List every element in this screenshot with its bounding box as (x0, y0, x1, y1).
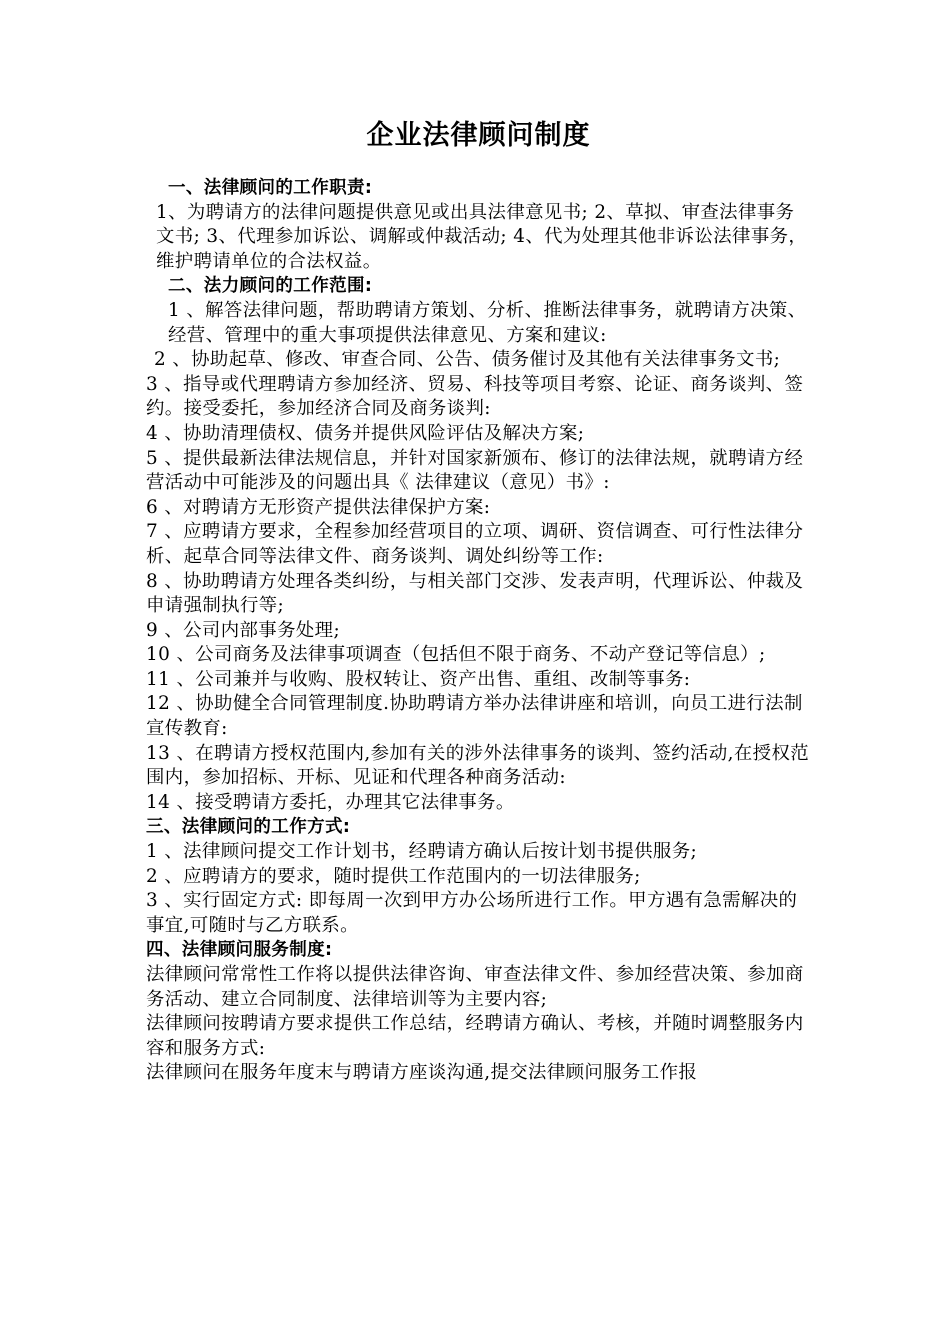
body-paragraph: 10 、公司商务及法律事项调查（包括但不限于商务、不动产登记等信息）; (146, 644, 766, 666)
section-heading: 三、法律顾问的工作方式: (146, 817, 351, 838)
body-paragraph: 2 、应聘请方的要求，随时提供工作范围内的一切法律服务; (146, 865, 641, 887)
body-paragraph: 5 、提供最新法律法规信息，并针对国家新颁布、修订的法律法规，就聘请方经营活动中可能涉及的问题出具《 法律建议（意见）书》: (146, 447, 804, 494)
body-paragraph: 9 、公司内部事务处理; (146, 619, 341, 641)
body-paragraph: 8 、协助聘请方处理各类纠纷，与相关部门交涉、发表声明，代理诉讼、仲裁及申请强制执行等; (146, 570, 804, 617)
body-paragraph: 3 、实行固定方式: 即每周一次到甲方办公场所进行工作。甲方遇有急需解决的事宜,可随时与乙方联系。 (146, 890, 798, 936)
section-heading: 二、法力顾问的工作范围: (168, 276, 373, 297)
body-paragraph: 1、为聘请方的法律问题提供意见或出具法律意见书; 2、草拟、审查法律事务文书; 3、代理参加诉讼、调解或仲裁活动; 4、代为处理其他非诉讼法律事务，维护聘请单位的合法权益。 (156, 201, 808, 272)
body-paragraph: 11 、公司兼并与收购、股权转让、资产出售、重组、改制等事务: (146, 668, 691, 690)
body-paragraph: 7 、应聘请方要求，全程参加经营项目的立项、调研、资信调查、可行性法律分析、起草合同等法律文件、商务谈判、调处纠纷等工作: (146, 521, 804, 567)
section-heading: 四、法律顾问服务制度: (146, 940, 333, 961)
section-heading: 一、法律顾问的工作职责: (168, 178, 373, 198)
body-paragraph: 6 、对聘请方无形资产提供法律保护方案: (146, 496, 491, 518)
document-title: 企业法律顾问制度 (366, 120, 591, 151)
body-paragraph: 4 、协助清理债权、债务并提供风险评估及解决方案; (146, 422, 585, 444)
body-paragraph: 14 、接受聘请方委托，办理其它法律事务。 (146, 791, 515, 813)
body-paragraph: 1 、法律顾问提交工作计划书，经聘请方确认后按计划书提供服务; (146, 841, 698, 863)
body-paragraph: 法律顾问常常性工作将以提供法律咨询、审查法律文件、参加经营决策、参加商务活动、建立合同制度、法律培训等为主要内容; (146, 964, 804, 1010)
body-paragraph: 3 、指导或代理聘请方参加经济、贸易、科技等项目考察、论证、商务谈判、签约。接受委托，参加经济合同及商务谈判: (146, 373, 804, 420)
body-paragraph: 法律顾问在服务年度末与聘请方座谈沟通,提交法律顾问服务工作报 (146, 1062, 698, 1084)
body-paragraph: 法律顾问按聘请方要求提供工作总结，经聘请方确认、考核，并随时调整服务内容和服务方式: (146, 1013, 804, 1059)
body-paragraph: 2 、协助起草、修改、审查合同、公告、债务催讨及其他有关法律事务文书; (154, 349, 781, 371)
body-paragraph: 1 、解答法律问题，帮助聘请方策划、分析、推断法律事务，就聘请方决策、经营、管理中的重大事项提供法律意见、方案和建议: (168, 299, 807, 346)
document-body (146, 176, 811, 1086)
body-paragraph: 13 、在聘请方授权范围内,参加有关的涉外法律事务的谈判、签约活动,在授权范围内，参加招标、开标、见证和代理各种商务活动: (146, 742, 810, 789)
body-paragraph: 12 、协助健全合同管理制度.协助聘请方举办法律讲座和培训，向员工进行法制宣传教育: (146, 693, 803, 740)
